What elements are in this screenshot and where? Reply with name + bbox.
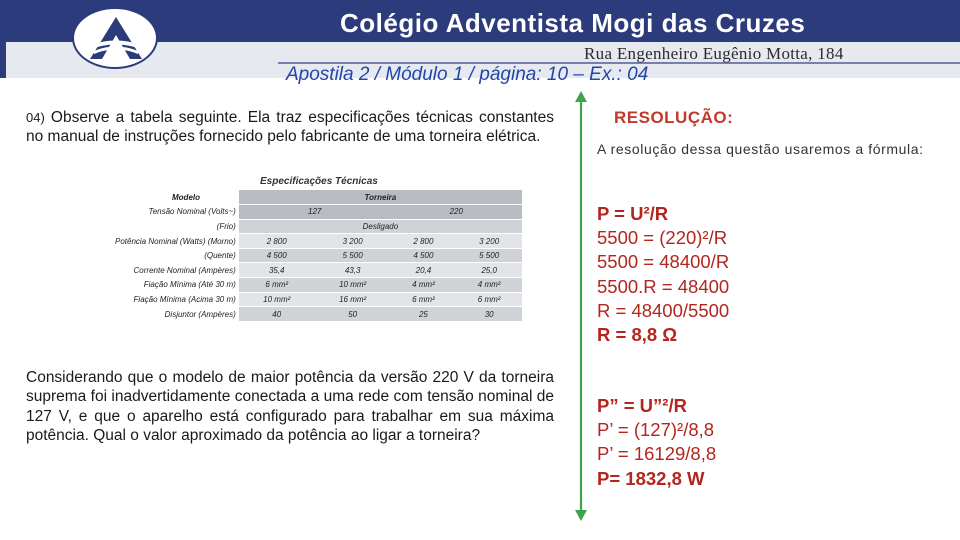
table-row xyxy=(112,307,522,322)
table-cell: 30 xyxy=(456,307,522,322)
table-cell: 4 mm² xyxy=(391,278,457,293)
table-cell: 3 200 xyxy=(315,234,391,249)
table-row xyxy=(112,278,522,293)
table-cell: 25,0 xyxy=(456,263,522,278)
formula-line: R = 8,8 Ω xyxy=(597,324,678,346)
table-cell: 10 mm² xyxy=(239,292,315,307)
formula-line: 5500 = 48400/R xyxy=(597,251,730,273)
table-row xyxy=(112,248,522,263)
table-row xyxy=(112,190,522,205)
table-row-label: Disjuntor (Ampères) xyxy=(112,307,239,322)
question-body: Considerando que o modelo de maior potência da versão 220 V da torneira suprema foi inadvertidamente conectada a uma rede com tensão nominal de 127 V, e que o aparelho está configurado para trabalhar em sua máxima potência. Qual o valor aproximado da potência ao ligar a torneira? xyxy=(26,369,554,445)
spec-table xyxy=(112,176,522,356)
table-row-label: (Quente) xyxy=(112,248,239,263)
table-row xyxy=(112,205,522,220)
table-cell: 4 500 xyxy=(239,248,315,263)
resolution-intro: A resolução dessa questão usaremos a fórmula: xyxy=(597,141,924,157)
resolution-title: RESOLUÇÃO: xyxy=(614,108,734,127)
formula-line: P= 1832,8 W xyxy=(597,467,705,489)
table-row xyxy=(112,219,522,234)
double-arrow-vertical-icon xyxy=(573,90,589,522)
table-cell: 25 xyxy=(391,307,457,322)
table-row-label: Potência Nominal (Watts) (Morno) xyxy=(112,234,239,249)
spec-table-title: Especificações Técnicas xyxy=(260,176,378,187)
school-address: Rua Engenheiro Eugênio Motta, 184 xyxy=(584,44,844,63)
adventist-flame-logo-icon xyxy=(86,15,146,63)
table-header-model: Modelo xyxy=(112,190,239,205)
formula-line: P’ = 16129/8,8 xyxy=(597,443,717,465)
table-cell: 3 200 xyxy=(456,234,522,249)
table-row-label: Fiação Mínima (Acima 30 m) xyxy=(112,292,239,307)
formula-line: P = U²/R xyxy=(597,203,669,224)
table-cell: 220 xyxy=(391,205,522,220)
table-cell: 127 xyxy=(239,205,391,220)
table-cell: 5 500 xyxy=(456,248,522,263)
table-cell: 2 800 xyxy=(391,234,457,249)
spec-table-grid xyxy=(112,190,522,322)
formula-line: R = 48400/5500 xyxy=(597,299,730,321)
question-number: 04) xyxy=(26,110,45,125)
table-cell: 16 mm² xyxy=(315,292,391,307)
table-cell: 2 800 xyxy=(239,234,315,249)
formula-block-resistance xyxy=(597,202,729,347)
table-row-label: Fiação Mínima (Até 30 m) xyxy=(112,278,239,293)
page-title: Apostila 2 / Módulo 1 / página: 10 – Ex.: 04 xyxy=(286,64,649,85)
question-intro-text: Observe a tabela seguinte. Ela traz especificações técnicas constantes no manual de instruções fornecido pelo fabricante de uma torneira elétrica. xyxy=(26,109,554,146)
table-row xyxy=(112,234,522,249)
table-cell: 50 xyxy=(315,307,391,322)
table-row-label: Tensão Nominal (Volts~) xyxy=(112,205,239,220)
table-cell: 20,4 xyxy=(391,263,457,278)
question-intro xyxy=(26,108,554,147)
table-header-product: Torneira xyxy=(239,190,522,205)
table-cell: 6 mm² xyxy=(391,292,457,307)
table-row xyxy=(112,263,522,278)
formula-line: 5500.R = 48400 xyxy=(597,275,730,297)
table-cell: 6 mm² xyxy=(456,292,522,307)
table-row-label: Corrente Nominal (Ampères) xyxy=(112,263,239,278)
table-cell: Desligado xyxy=(239,219,522,234)
table-cell: 4 mm² xyxy=(456,278,522,293)
formula-line: P” = U”²/R xyxy=(597,395,687,416)
table-cell: 40 xyxy=(239,307,315,322)
table-cell: 6 mm² xyxy=(239,278,315,293)
table-cell: 4 500 xyxy=(391,248,457,263)
table-cell: 35,4 xyxy=(239,263,315,278)
formula-line: 5500 = (220)²/R xyxy=(597,227,728,249)
school-name: Colégio Adventista Mogi das Cruzes xyxy=(340,8,806,38)
table-cell: 10 mm² xyxy=(315,278,391,293)
table-row xyxy=(112,292,522,307)
table-row-label: (Frio) xyxy=(112,219,239,234)
formula-line: P’ = (127)²/8,8 xyxy=(597,419,715,441)
table-cell: 43,3 xyxy=(315,263,391,278)
school-logo xyxy=(72,7,158,69)
formula-block-power xyxy=(597,394,716,491)
table-cell: 5 500 xyxy=(315,248,391,263)
